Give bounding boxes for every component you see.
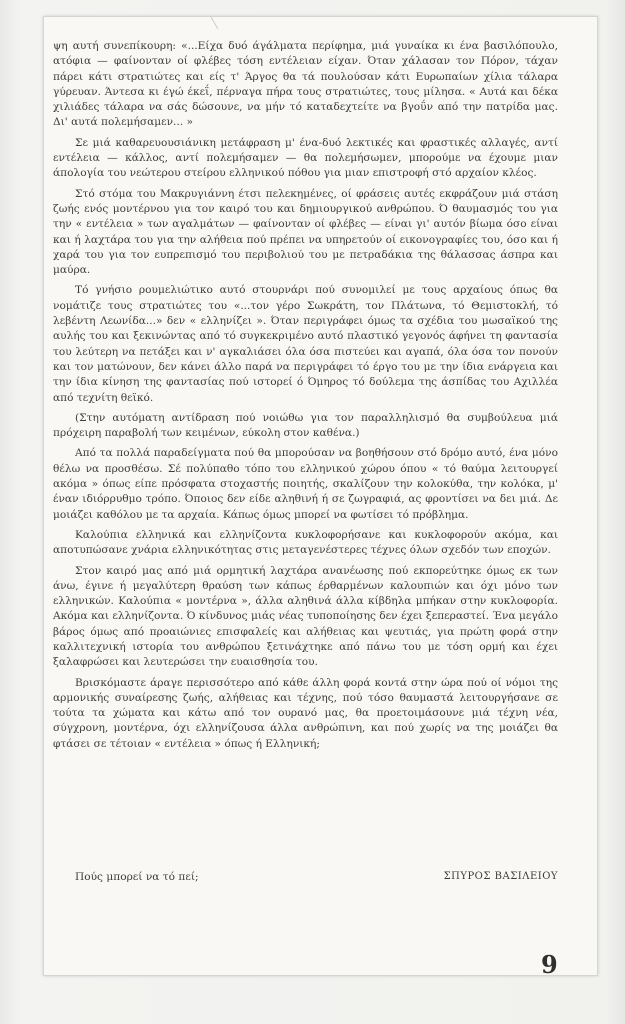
- page-number: 9: [541, 950, 558, 979]
- paragraph: Σε μιά καθαρευουσιάνικη μετάφραση μ' ένα-δυό λεκτικές και φραστικές αλλαγές, αντί εντέλεια — κάλλος, αντί πολεμήσαμεν — θα πολεμήσωμεν, μπορούμε να έχουμε μιαν άπολογία του νεώτερου στείρου ελληνικού πόθου για μιαν επιστροφή στό αρχαίον κλέος.: [53, 136, 558, 180]
- paragraph: Βρισκόμαστε άραγε περισσότερο από κάθε άλλη φορά κοντά στην ώρα πού οί νόμοι της αρμονικής συναίρεσης ζωής, αλήθειας και τέχνης, πού τόσο θαυμαστά λειτουργήσανε σε τούτα τα χώματα και κάτω από τον ουρανό μας, θα προετοιμάσουνε μιά τέχνη νέα, σύγχρονη, μοντέρνα, όχι ελληνίζουσα άλλα ανθρώπινη, και πού χωρίς να της μοιάζει θα φτάσει σε τέτοιαν « εντέλεια » όπως ή Ελληνική;: [53, 676, 558, 750]
- signoff-line: [75, 871, 558, 883]
- paragraph: Τό γνήσιο ρουμελιώτικο αυτό στουρνάρι πού συνομιλεί με τους αρχαίους όπως θα νομάτιζε τους στρατιώτες του «...τον γέρο Σωκράτη, τον Πλάτωνα, τό Θεμιστοκλή, τό λεβέντη Λεωνίδα...» δεν « ελληνίζει ». Όταν περιγράφει όμως τα σχέδια του μωσαϊκού της αυλής του και ξεκινώντας από τό συγκεκριμένο αυτό πλαστικό γεγονός άφήνει τη φαντασία του λεύτερη να πετάξει και ν' αγκαλιάσει όλα όσα πιστεύει και αγαπά, όλα όσα τον πονούν και τον ματώνουν, δεν κάνει άλλο παρά να περιγράφει τό έργο του με την ίδια ενάργεια και την ίδια κίνηση της φαντασίας πού ιστορεί ό Όμηρος τό δούλεμα της άσπίδας του Αχιλλέα από τεχνίτη θεϊκό.: [53, 284, 558, 404]
- author-name: ΣΠΥΡΟΣ ΒΑΣΙΛΕΙΟΥ: [443, 871, 558, 882]
- paragraph: ψη αυτή συνεπίκουρη: «...Είχα δυό άγάλματα περίφημα, μιά γυναίκα κι ένα βασιλόπουλο, ατόφια — φαίνονταν οί φλέβες τόση εντέλειαν είχαν. Όταν χάλασαν τον Πόρον, τάχαν πάρει κάτι στρατιώτες και είς τ' Άργος θα τά πουλούσαν κάτι Ευρωπαίων χίλια τάλαρα γύρευαν. Άντεσα κι έγώ έκεΐ, πέρναγα πήρα τους στρατιώτες, τους μίλησα. « Αυτά και δέκα χιλιάδες τάλαρα να σάς δώσουνε, να μήν τό καταδεχτείτε να βγοΰν από την πατρίδα μας. Δι' αυτά πολεμήσαμεν... »: [53, 40, 558, 129]
- paragraph: (Στην αυτόματη αντίδραση πού νοιώθω για τον παραλληλισμό θα συμβούλευα μιά πρόχειρη παραβολή των κειμένων, εύκολη στον καθένα.): [53, 411, 558, 440]
- paragraph: Καλούπια ελληνικά και ελληνίζοντα κυκλοφορήσανε και κυκλοφορούν ακόμα, και αποτυπώσανε χνάρια ελληνικότητας στις μεταγενέστερες τέχνες όλων σχεδόν των εποχών.: [53, 528, 558, 557]
- paragraph: Στον καιρό μας από μιά ορμητική λαχτάρα ανανέωσης πού εκπορεύτηκε όμως εκ των άνω, έγινε ή μεγαλύτερη θραύση των κάπως έρθαρμένων καλουπιών και όχι μόνο των ελληνικών. Καλούπια « μοντέρνα », άλλα αληθινά άλλα κίβδηλα μπήκαν στην κυκλοφορία. Ακόμα και ελληνίζοντα. Ό κίνδυνος μιάς νέας τυποποίησης δεν έχει ξεπεραστεί. Ένα μεγάλο βάρος όμως από προαιώνιες επισφαλείς και αλήθειας και ψευτιάς, για πρώτη φορά στην καλλιτεχνική ιστορία του ανθρώπου ξετινάχτηκε από πάνω του με τόση ορμή και έχει ξαλαφρώσει και λευτερώσει την ευαισθησία του.: [53, 564, 558, 669]
- paragraph: Από τα πολλά παραδείγματα πού θα μπορούσαν να βοηθήσουν στό δρόμο αυτό, ένα μόνο θέλω να προσθέσω. Σέ πολύπαθο τόπο του ελληνικού χώρου όπου « τό θαύμα λειτουργεί ακόμα » όπως είπε πρόσφατα στοχαστής ποιητής, σκαλίζουν την κολοκύθα, την κολόκα, μ' έναν ιδιόρρυθμο τρόπο. Όποιος δεν είδε αληθινή ή σε ζωγραφιά, ας φροντίσει να δει μιά. Δε μοιάζει καθόλου με τα αρχαία. Κάπως όμως μπορεί να φωτίσει τό πρόβλημα.: [53, 447, 558, 521]
- fold-mark: [211, 17, 239, 29]
- paragraph: Στό στόμα του Μακρυγιάννη έτσι πελεκημένες, οί φράσεις αυτές εκφράζουν μιά στάση ζωής ενός μοντέρνου για τον καιρό του και δημιουργικού ανθρώπου. Ό θαυμασμός του για την « εντέλεια » των αγαλμάτων — φαίνονταν οί φλέβες — είναι γι' αυτόν βίωμα όσο είναι και ή λαχτάρα του για την αλήθεια πού πρέπει να υπηρετούν οί εικονογραφίες του, όσο και ή χαρά του για τον ευπρεπισμό του περιβολιού του με πετραδάκια της θάλασσας άσπρα και μαύρα.: [53, 187, 558, 277]
- closing-question: Πούς μπορεί να τό πεί;: [75, 871, 199, 883]
- article-body: [53, 39, 558, 752]
